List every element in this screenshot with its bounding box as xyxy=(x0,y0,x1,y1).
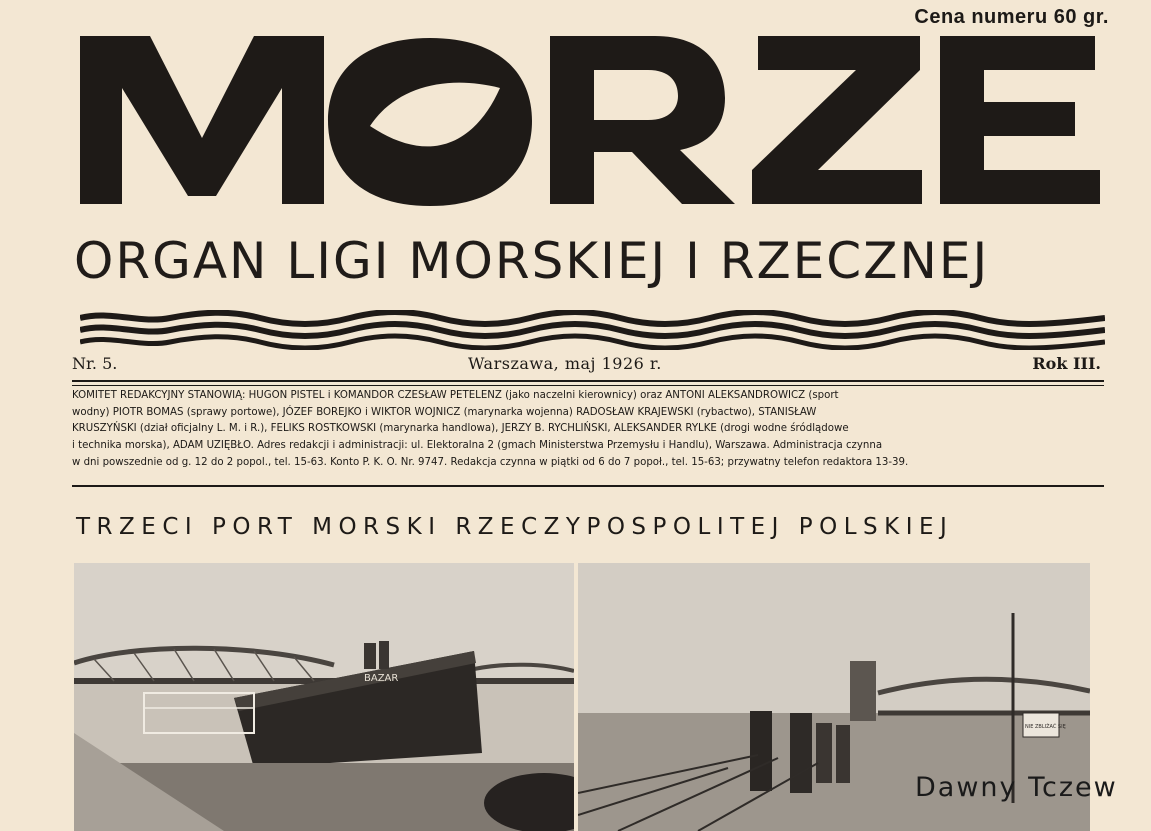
committee-line: i technika morska), ADAM UZIĘBŁO. Adres redakcji i administracji: ul. Elektoralna 2 (gmach Ministerstwa Przemysłu i Handlu), Warszawa. Administracja czynna xyxy=(72,440,883,452)
divider-rule xyxy=(72,385,1104,386)
ship-name-label: BAZAR xyxy=(364,673,399,684)
masthead-subtitle: ORGAN LIGI MORSKIEJ I RZECZNEJ xyxy=(74,232,990,290)
warning-sign-text: NIE ZBLIŻAĆ SIĘ xyxy=(1025,724,1066,730)
committee-line: KRUSZYŃSKI (dział oficjalny L. M. i R.), FELIKS ROSTKOWSKI (marynarka handlowa), JERZY B. RYCHLIŃSKI, ALEKSANDER RYLKE (drogi wodne śródlądowe xyxy=(72,423,849,435)
wave-ornament xyxy=(80,310,1105,350)
masthead-title-logo xyxy=(70,26,1110,218)
article-headline: TRZECI PORT MORSKI RZECZYPOSPOLITEJ POLSKIEJ xyxy=(76,514,954,540)
editorial-committee-text xyxy=(72,388,1104,483)
divider-rule xyxy=(72,485,1104,487)
price-label: Cena numeru 60 gr. xyxy=(914,6,1109,28)
committee-line: wodny) PIOTR BOMAS (sprawy portowe), JÓZEF BOREJKO i WIKTOR WOJNICZ (marynarka wojenna) RADOSŁAW KRAJEWSKI (rybactwo), STANISŁAW xyxy=(72,406,817,418)
photo-ship-at-quay xyxy=(74,563,574,831)
divider-rule xyxy=(72,380,1104,382)
issue-number: Nr. 5. xyxy=(72,354,118,373)
watermark-text: Dawny Tczew xyxy=(915,772,1118,803)
committee-line: KOMITET REDAKCYJNY STANOWIĄ: HUGON PISTEL i KOMANDOR CZESŁAW PETELENZ (jako naczelni kierownicy) oraz ANTONI ALEKSANDROWICZ (sport xyxy=(72,390,839,401)
issue-place-date: Warszawa, maj 1926 r. xyxy=(468,354,662,373)
committee-line: w dni powszednie od g. 12 do 2 popol., tel. 15-63. Konto P. K. O. Nr. 9747. Redakcja czynna w piątki od 6 do 7 popoł., tel. 15-63; przywatny telefon redaktora 13-39. xyxy=(72,456,909,468)
issue-year: Rok III. xyxy=(1032,354,1101,373)
